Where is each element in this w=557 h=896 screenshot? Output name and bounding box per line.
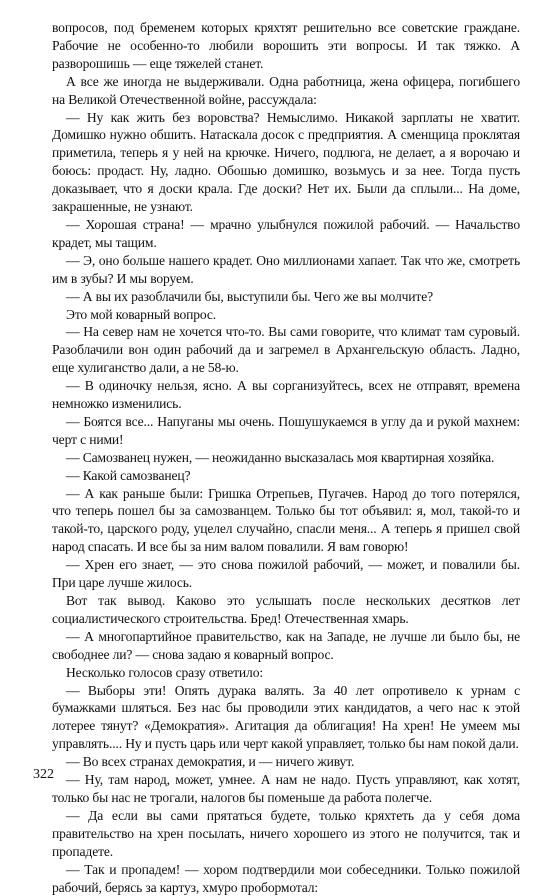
page-number: 322 — [33, 767, 54, 782]
paragraph: — Какой самозванец? — [66, 467, 191, 483]
paragraph: Несколько голосов сразу ответило: — [66, 664, 263, 680]
paragraph: — Хрен его знает, — это снова пожилой рабочий, — может, и повалили бы. При царе лучше жилось. — [52, 557, 520, 591]
paragraph: — Самозванец нужен, — неожиданно высказалась моя квартирная хозяйка. — [66, 449, 495, 465]
body-text — [52, 19, 520, 896]
paragraph: А все же иногда не выдерживали. Одна работница, жена офицера, погибшего на Великой Отечественной войне, рассуждала: — [52, 73, 520, 107]
paragraph: вопросов, под бременем которых кряхтят решительно все советские граждане. Рабочие не особенно-то любили ворошить эти вопросы. И так тяжко. А разворошишь — еще тяжелей станет. — [52, 20, 520, 71]
paragraph: — В одиночку нельзя, ясно. А вы сорганизуйтесь, всех не отправят, времена немножко изменились. — [52, 378, 520, 412]
paragraph: — Да если вы сами прятаться будете, только кряхтеть да у себя дома правительство на хрен посылать, ничего хорошего из этого не получится, так и пропадете. — [52, 807, 520, 859]
paragraph: — Ну как жить без воровства? Немыслимо. Никакой зарплаты не хватит. Домишко нужно обшить. Натаскала досок с предприятия. А сменщица проклятая приметила, теперь я у ней на крючке. Ничего, подлюга, не делает, а я ворочаю и боюсь: продаст. Ну, ладно. Обошью домишко, возьмусь и за нее. Тогда пусть доказывает, что я доски крала. Где доски? Нет их. Были да сплыли... На доме, закрашенные, не узнают. — [52, 109, 520, 215]
paragraph: — Боятся все... Напуганы мы очень. Пошушукаемся в углу да и рукой махнем: черт с ними! — [52, 413, 520, 447]
paragraph: — Во всех странах демократия, и — ничего живут. — [66, 754, 355, 770]
paragraph: — Ну, там народ, может, умнее. А нам не надо. Пусть управляют, как хотят, только бы нас не трогали, налогов бы поменьше да работа полегче. — [52, 772, 520, 805]
paragraph: Вот так вывод. Каково это услышать после нескольких десятков лет социалистического строительства. Бред! Отечественная хмарь. — [52, 593, 520, 626]
paragraph: — На север нам не хочется что-то. Вы сами говорите, что климат там суровый. Разоблачили вон один рабочий да и загремел в Архангельскую область. Ладно, еще хулиганство дали, а не 58-ю. — [52, 324, 520, 376]
paragraph: — Хорошая страна! — мрачно улыбнулся пожилой рабочий. — Начальство крадет, мы тащим. — [52, 216, 520, 250]
paragraph: — Так и пропадем! — хором подтвердили мои собеседники. Только пожилой рабочий, берясь за картуз, хмуро пробормотал: — [52, 861, 520, 895]
paragraph: — Выборы эти! Опять дурака валять. За 40 лет опротивело к урнам с бумажками шляться. Без нас бы проводили этих кандидатов, а чего нас к этой лотерее тянут? «Демократия». Агитация да облигация! На хрен! Не умеем мы управлять.... Ну и пусть царь или черт какой управляет, только бы нам покой дали. — [52, 682, 520, 752]
paragraph: Это мой коварный вопрос. — [66, 306, 217, 322]
paragraph: — Э, оно больше нашего крадет. Оно миллионами хапает. Так что же, смотреть им в зубы? И мы воруем. — [52, 252, 520, 286]
paragraph: — А как раньше были: Гришка Отрепьев, Пугачев. Народ до того потерялся, что теперь пошел бы за самозванцем. Только бы тот объявил: я, мол, такой-то и такой-то, царского роду, уцелел случайно, спасли меня... А теперь я пришел свой народ спасать. И все бы за ним валом повалили. Я вам говорю! — [52, 485, 520, 555]
paragraph: — А вы их разоблачили бы, выступили бы. Чего же вы молчите? — [66, 288, 433, 304]
paragraph: — А многопартийное правительство, как на Западе, не лучше ли было бы, не свободнее ли? — снова задаю я коварный вопрос. — [52, 628, 520, 662]
